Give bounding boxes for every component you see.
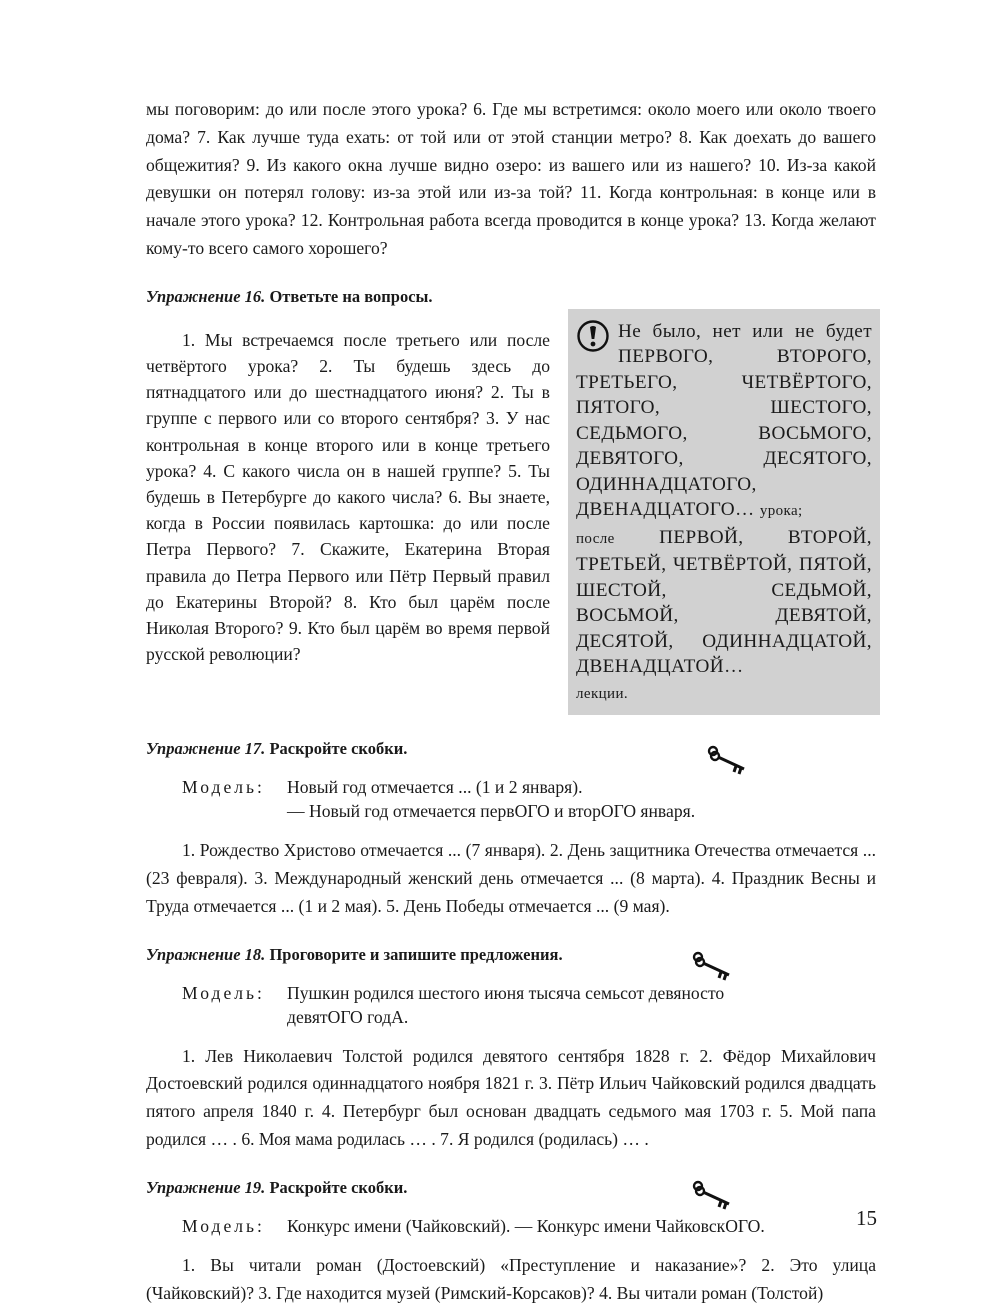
exercise-19-title bbox=[146, 1176, 876, 1200]
model-example bbox=[182, 775, 876, 823]
exclamation-circle-icon bbox=[576, 319, 610, 353]
exercise-18-items: 1. Лев Николаевич Толстой родился девятого сентября 1828 г. 2. Фёдор Михайлович Достоевский родился одиннадцатого ноября 1821 г. 3. Пётр Ильич Чайковский родился двадцать пятого апреля 1840 г. 4. Петербург был основан двадцать седьмого мая 1703 г. 5. Мой папа родился … . 6. Моя мама родилась … . 7. Я родился (родилась) … . bbox=[146, 1045, 876, 1150]
model-line-2: девятОГО годА. bbox=[287, 1006, 409, 1027]
model-line-1: Новый год отмечается ... (1 и 2 января). bbox=[287, 777, 583, 798]
model-example bbox=[182, 981, 876, 1029]
exercise-19 bbox=[146, 1176, 876, 1307]
exercise-number: Упражнение 18. bbox=[146, 944, 266, 964]
model-label: Модель: bbox=[182, 1215, 265, 1236]
exercise-instruction: Раскройте скобки. bbox=[269, 1177, 408, 1197]
exercise-16 bbox=[146, 285, 876, 716]
key-icon bbox=[691, 1178, 735, 1212]
model-line-1: Пушкин родился шестого июня тысяча семьсот девяносто bbox=[287, 982, 725, 1003]
exercise-number: Упражнение 17. bbox=[146, 739, 266, 759]
model-line-1: Конкурс имени (Чайковский). — Конкурс имени ЧайковскОГО. bbox=[287, 1215, 765, 1236]
exercise-instruction: Ответьте на вопросы. bbox=[269, 286, 433, 306]
exercise-instruction: Проговорите и запишите предложения. bbox=[269, 944, 563, 964]
note-intro: Не было, нет или не будет bbox=[618, 320, 872, 342]
note-feminine-noun: лекции. bbox=[576, 685, 629, 702]
model-example bbox=[182, 1214, 876, 1238]
exercise-16-title bbox=[146, 285, 876, 309]
exercise-18-title bbox=[146, 943, 876, 967]
exercise-17-items: 1. Рождество Христово отмечается ... (7 января). 2. День защитника Отечества отмечается ... (23 февраля). 3. Международный женский день отмечается ... (8 марта). 4. Праздник Весны и Труда отмечается ... (1 и 2 мая). 5. День Победы отмечается ... (9 мая). bbox=[146, 840, 876, 916]
key-icon bbox=[691, 949, 735, 983]
note-feminine-forms: ПЕРВОЙ, ВТОРОЙ, ТРЕТЬЕЙ, ЧЕТВЁРТОЙ, ПЯТОЙ, ШЕСТОЙ, СЕДЬМОЙ, ВОСЬМОЙ, ДЕВЯТОЙ, ДЕСЯТОЙ, ОДИННАДЦАТОЙ, ДВЕНАДЦАТОЙ… bbox=[576, 526, 873, 678]
textbook-page bbox=[146, 96, 876, 1307]
model-line-2: — Новый год отмечается первОГО и вторОГО января. bbox=[287, 801, 696, 822]
exercise-instruction: Раскройте скобки. bbox=[269, 739, 408, 759]
exercise-19-items: 1. Вы читали роман (Достоевский) «Преступление и наказание»? 2. Это улица (Чайковский)? 3. Где находится музей (Римский-Корсаков)? 4. Вы читали роман (Толстой) bbox=[146, 1254, 876, 1303]
exercise-number: Упражнение 19. bbox=[146, 1177, 266, 1197]
note-masculine-forms: ПЕРВОГО, ВТОРОГО, ТРЕТЬЕГО, ЧЕТВЁРТОГО, ПЯТОГО, ШЕСТОГО, СЕДЬМОГО, ВОСЬМОГО, ДЕВЯТОГО, ДЕСЯТОГО, ОДИННАДЦАТОГО, ДВЕНАДЦАТОГО… bbox=[576, 346, 872, 521]
grammar-note-box bbox=[568, 309, 880, 716]
key-icon bbox=[706, 743, 750, 777]
note-masculine-noun: урока; bbox=[759, 503, 803, 520]
note-after: после bbox=[576, 530, 615, 547]
exercise-17-title bbox=[146, 737, 876, 761]
model-label: Модель: bbox=[182, 982, 265, 1003]
exercise-16-questions: 1. Мы встречаемся после третьего или после четвёртого урока? 2. Ты будешь здесь до пятнадцатого или до шестнадцатого июня? 2. Ты в группе с первого или со второго сентября? 3. У нас контрольная в конце второго или в конце третьего урока? 4. С какого числа он в нашей группе? 5. Ты будешь в Петербурге до какого числа? 6. Вы знаете, когда в России появилась картошка: до или после Петра Первого? 7. Скажите, Екатерина Вторая правила до Петра Первого или Пётр Первый правил до Екатерины Второй? 8. Кто был царём после Николая Второго? 9. Кто был царём во время первой русской революции? bbox=[146, 329, 550, 665]
exercise-number: Упражнение 16. bbox=[146, 286, 266, 306]
exercise-18 bbox=[146, 943, 876, 1154]
model-label: Модель: bbox=[182, 777, 265, 798]
exercise-17 bbox=[146, 737, 876, 920]
page-number: 15 bbox=[856, 1206, 877, 1230]
continued-questions-paragraph: мы поговорим: до или после этого урока? 6. Где мы встретимся: около моего или около твоего дома? 7. Как лучше туда ехать: от той или от этой станции метро? 8. Как доехать до вашего общежития? 9. Из какого окна лучше видно озеро: из вашего или из нашего? 10. Из-за какой девушки он потерял голову: из-за этой или из-за той? 11. Когда контрольная: в конце или в начале этого урока? 12. Контрольная работа всегда проводится в конце урока? 13. Когда желают кому-то всего самого хорошего? bbox=[146, 99, 876, 258]
